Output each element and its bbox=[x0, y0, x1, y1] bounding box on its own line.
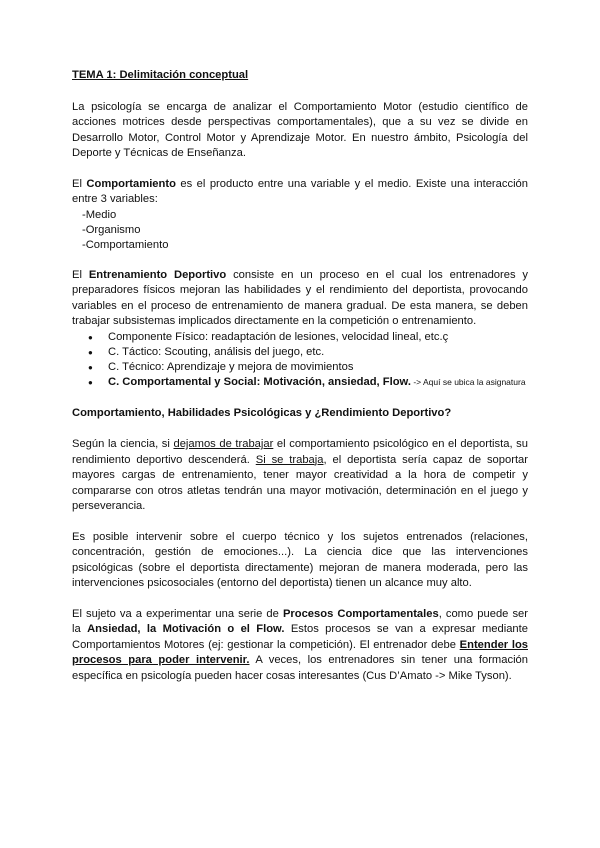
paragraph-comportamiento bbox=[72, 177, 528, 208]
list-item: ● C. Técnico: Aprendizaje y mejora de movimientos bbox=[108, 360, 528, 375]
variables-list bbox=[82, 208, 528, 253]
paragraph-intervenir: Es posible intervenir sobre el cuerpo técnico y los sujetos entrenados (relaciones, concentración, gestión de emociones...). La ciencia dice que las intervenciones psicológicas (sobre el deportista directamente) mejoran de manera moderada, pero las intervenciones psicosociales (entorno del deportista) tienen un alcance muy alto. bbox=[72, 530, 528, 589]
text-run: Según la ciencia, si bbox=[72, 438, 174, 450]
bold-term: Ansiedad, la Motivación o el Flow. bbox=[87, 623, 285, 635]
list-item: ● Componente Físico: readaptación de lesiones, velocidad lineal, etc.ç bbox=[108, 330, 528, 345]
text-run: , como puede ser la bbox=[72, 607, 528, 635]
paragraph-entrenamiento bbox=[72, 268, 528, 330]
text-run: es el producto entre una variable y el medio. Existe una interacción entre 3 variables: bbox=[72, 177, 528, 205]
text-run: El bbox=[72, 268, 89, 281]
underlined-text: Si se trabaja bbox=[255, 453, 324, 466]
document-page bbox=[72, 68, 528, 684]
paragraph-ciencia bbox=[72, 437, 528, 515]
subsystems-list bbox=[72, 330, 528, 390]
bold-term: Procesos Comportamentales bbox=[282, 607, 439, 620]
paragraph-procesos bbox=[72, 607, 528, 685]
text-run: A veces, los entrenadores sin tener una formación específica en psicología pueden hacer cosas interesantes (Cus D’Amato -> Mike Tyson). bbox=[72, 654, 528, 682]
side-note: -> Aquí se ubica la asignatura bbox=[410, 376, 526, 387]
list-item: -Comportamiento bbox=[82, 238, 169, 251]
bold-term: C. Comportamental y Social: Motivación, ansiedad, Flow. bbox=[108, 375, 411, 388]
list-item: -Organismo bbox=[82, 223, 141, 236]
list-item: ● C. Táctico: Scouting, análisis del juego, etc. bbox=[108, 345, 528, 360]
bold-term: Entrenamiento Deportivo bbox=[88, 268, 227, 281]
text-run: El sujeto va a experimentar una serie de bbox=[72, 607, 283, 620]
underlined-text: Entender los procesos para poder intervenir. bbox=[72, 638, 528, 666]
section-heading: Comportamiento, Habilidades Psicológicas y ¿Rendimiento Deportivo? bbox=[72, 406, 452, 419]
page-title: TEMA 1: Delimitación conceptual bbox=[72, 69, 249, 81]
text-run: consiste en un proceso en el cual los entrenadores y preparadores físicos mejoran las habilidades y el rendimiento del deportista, provocando variables en el proceso de entrenamiento de manera gradual. De esta manera, se deben trabajar subsistemas implicados directamente en la competición o entrenamiento. bbox=[72, 268, 529, 327]
list-item: -Medio bbox=[82, 208, 117, 221]
bold-term: Comportamiento bbox=[86, 177, 176, 190]
paragraph-intro: La psicología se encarga de analizar el Comportamiento Motor (estudio científico de acciones motrices desde perspectivas comportamentales), que a su vez se divide en Desarrollo Motor, Control Motor y Aprendizaje Motor. En nuestro ámbito, Psicología del Deporte y Técnicas de Enseñanza. bbox=[72, 100, 528, 159]
text-run: el comportamiento psicológico en el deportista, su rendimiento deportivo descenderá. bbox=[72, 438, 528, 466]
underlined-text: dejamos de trabajar bbox=[173, 438, 274, 450]
text-run: El bbox=[72, 177, 87, 190]
list-item bbox=[108, 375, 528, 390]
text-run: Estos procesos se van a expresar mediante Comportamientos Motores (ej: gestionar la competición). El entrenador debe bbox=[72, 623, 528, 651]
text-run: , el deportista sería capaz de soportar mayores cargas de entrenamiento, tener mayor creatividad a la hora de competir y compararse con otros atletas tendrán una mayor motivación, determinación en el juego y perseverancia. bbox=[72, 453, 529, 512]
